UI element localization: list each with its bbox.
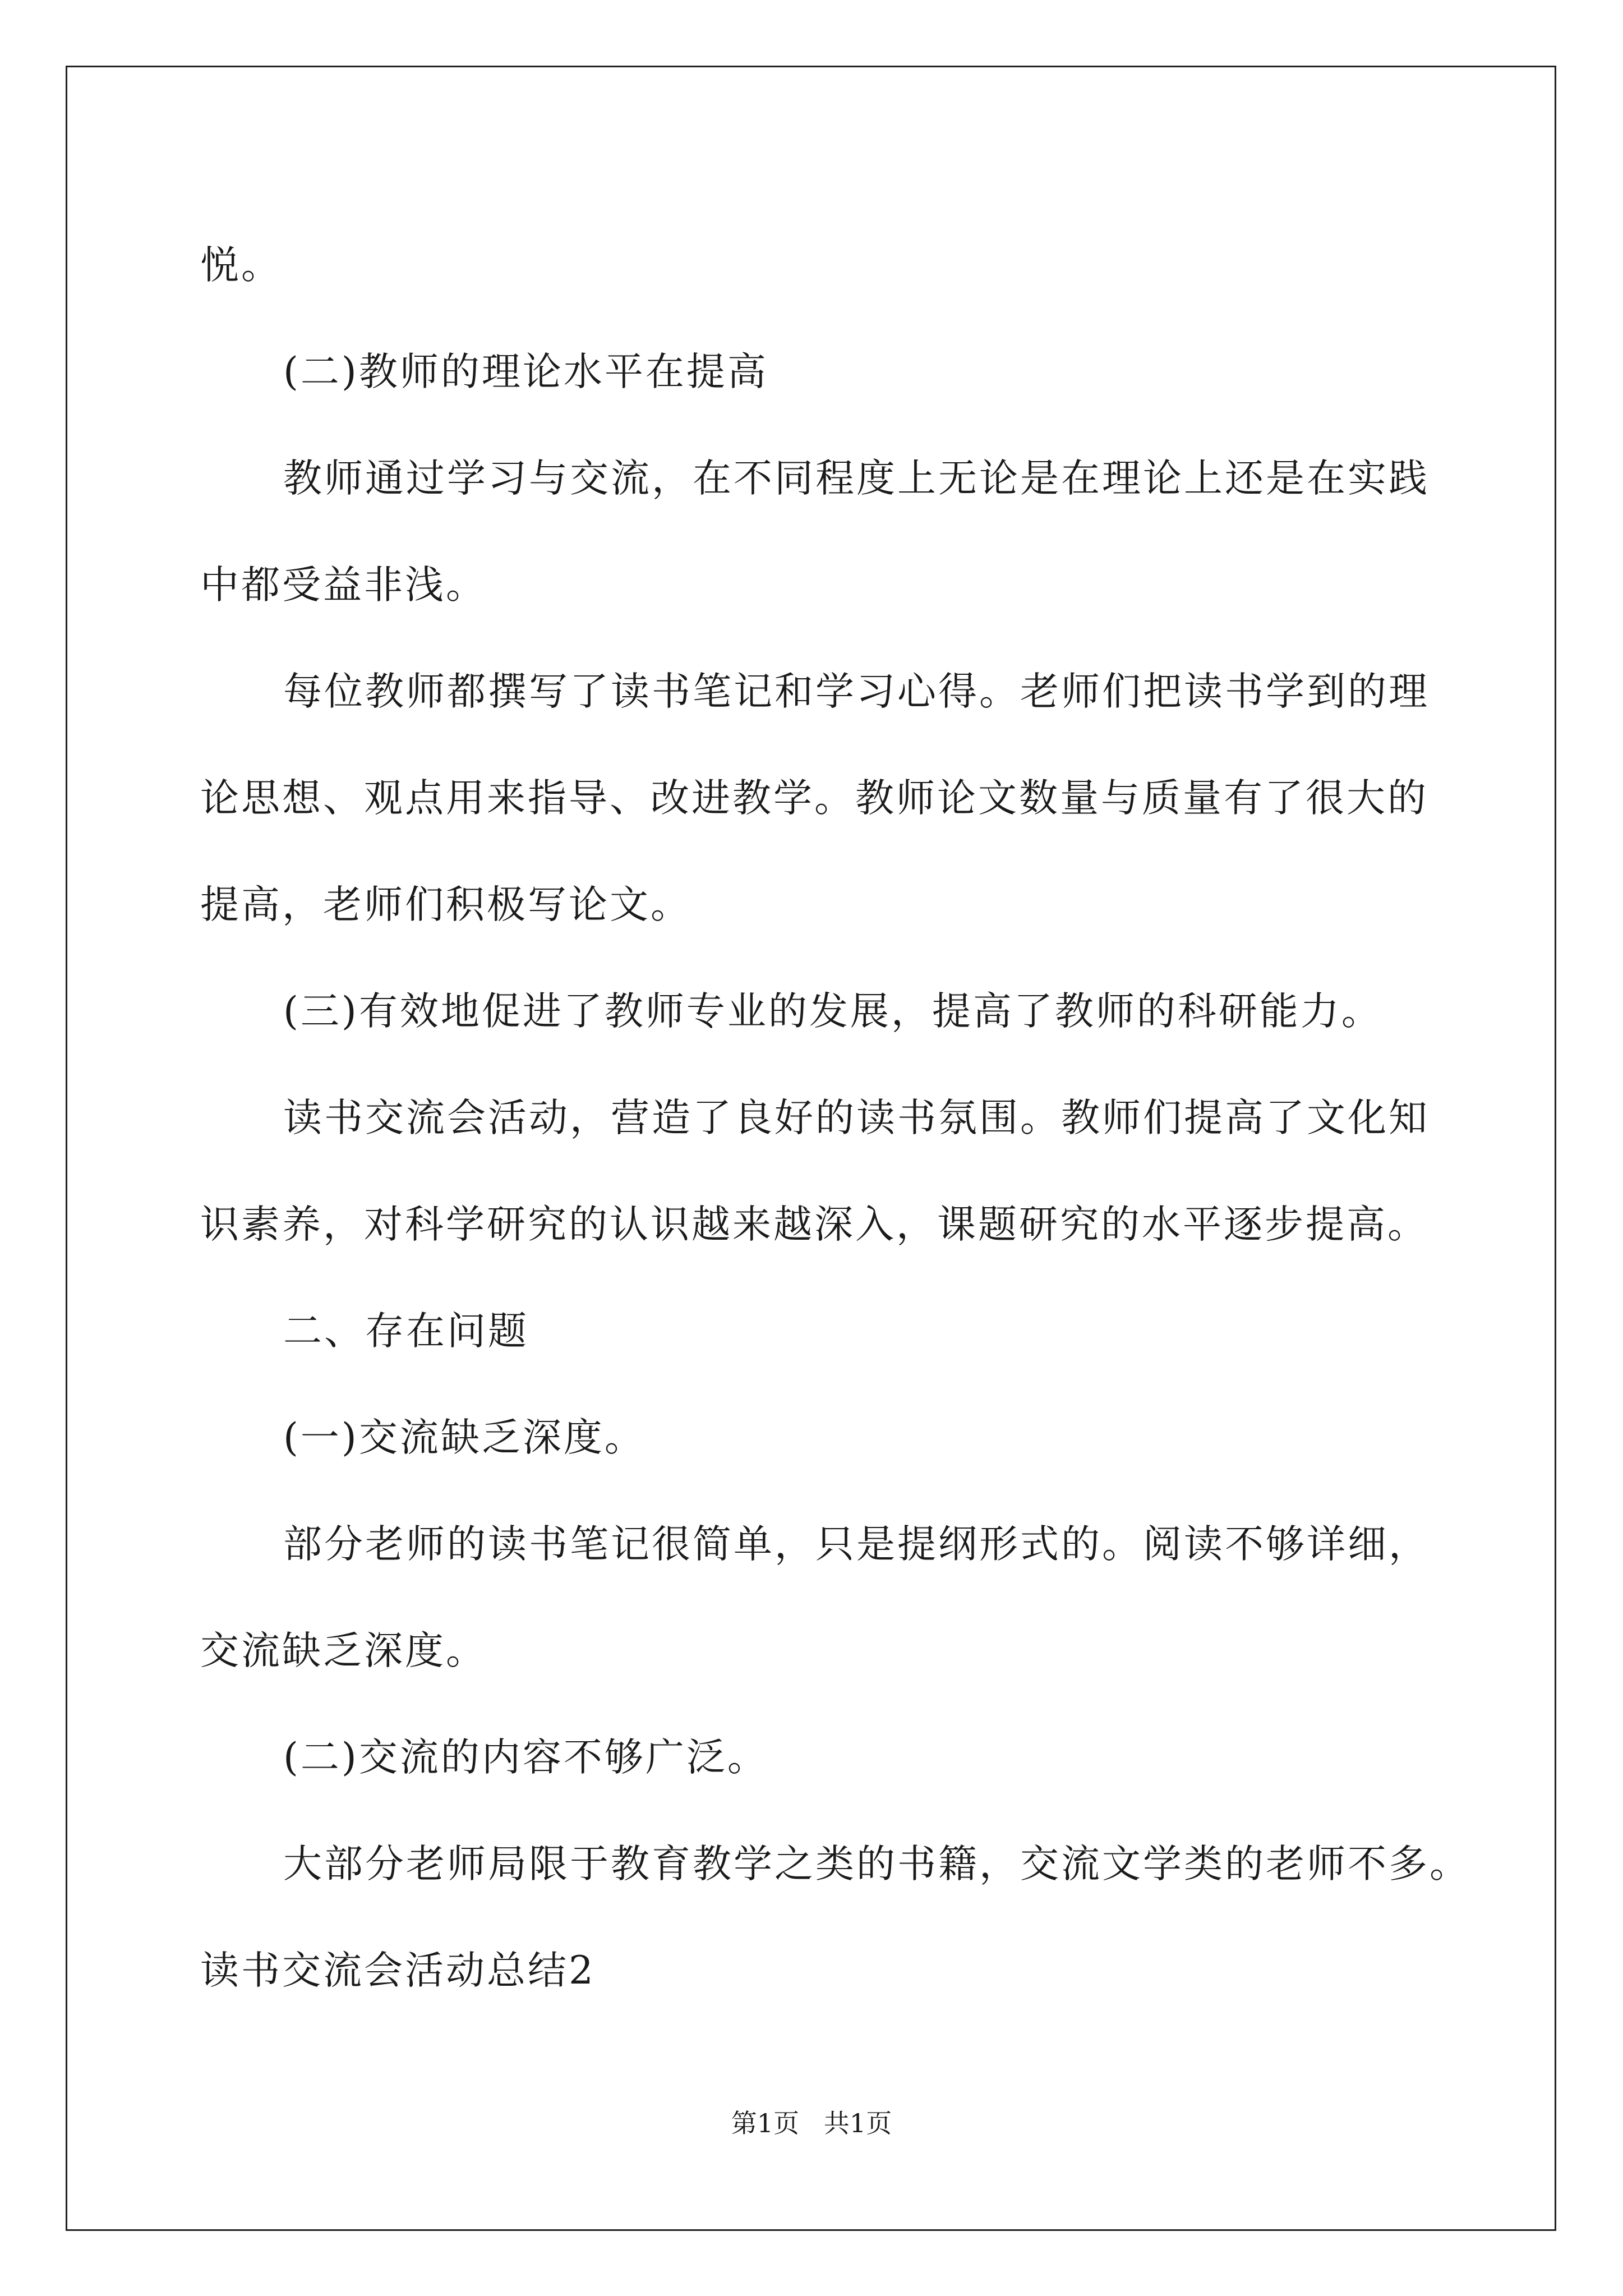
text-line-7: 提高，老师们积极写论文。 (200, 882, 691, 927)
text-line-3: 教师通过学习与交流，在不同程度上无论是在理论上还是在实践 (283, 456, 1430, 501)
text-line-15: (二)交流的内容不够广泛。 (283, 1735, 768, 1780)
text-line-14: 交流缺乏深度。 (200, 1628, 487, 1673)
text-line-12: (一)交流缺乏深度。 (283, 1415, 645, 1460)
text-line-13: 部分老师的读书笔记很简单，只是提纲形式的。阅读不够详细， (283, 1522, 1430, 1567)
text-line-2: (二)教师的理论水平在提高 (283, 349, 768, 394)
document-body (200, 212, 1470, 2024)
text-line-1: 悦。 (200, 243, 282, 288)
text-line-5: 每位教师都撰写了读书笔记和学习心得。老师们把读书学到的理 (283, 669, 1430, 714)
page-footer (0, 2106, 1623, 2140)
text-line-16: 大部分老师局限于教育教学之类的书籍，交流文学类的老师不多。 (283, 1842, 1470, 1887)
text-line-10: 识素养，对科学研究的认识越来越深入，课题研究的水平逐步提高。 (200, 1202, 1428, 1247)
section-title-summary-2: 读书交流会活动总结2 (200, 1948, 596, 1993)
text-line-8: (三)有效地促进了教师专业的发展，提高了教师的科研能力。 (283, 989, 1382, 1034)
text-line-6: 论思想、观点用来指导、改进教学。教师论文数量与质量有了很大的 (200, 776, 1428, 821)
section-heading-problems: 二、存在问题 (283, 1309, 529, 1354)
text-line-9: 读书交流会活动，营造了良好的读书氛围。教师们提高了文化知 (283, 1096, 1430, 1140)
text-line-4: 中都受益非浅。 (200, 563, 487, 608)
page-number: 第1页 共1页 (731, 2108, 892, 2138)
